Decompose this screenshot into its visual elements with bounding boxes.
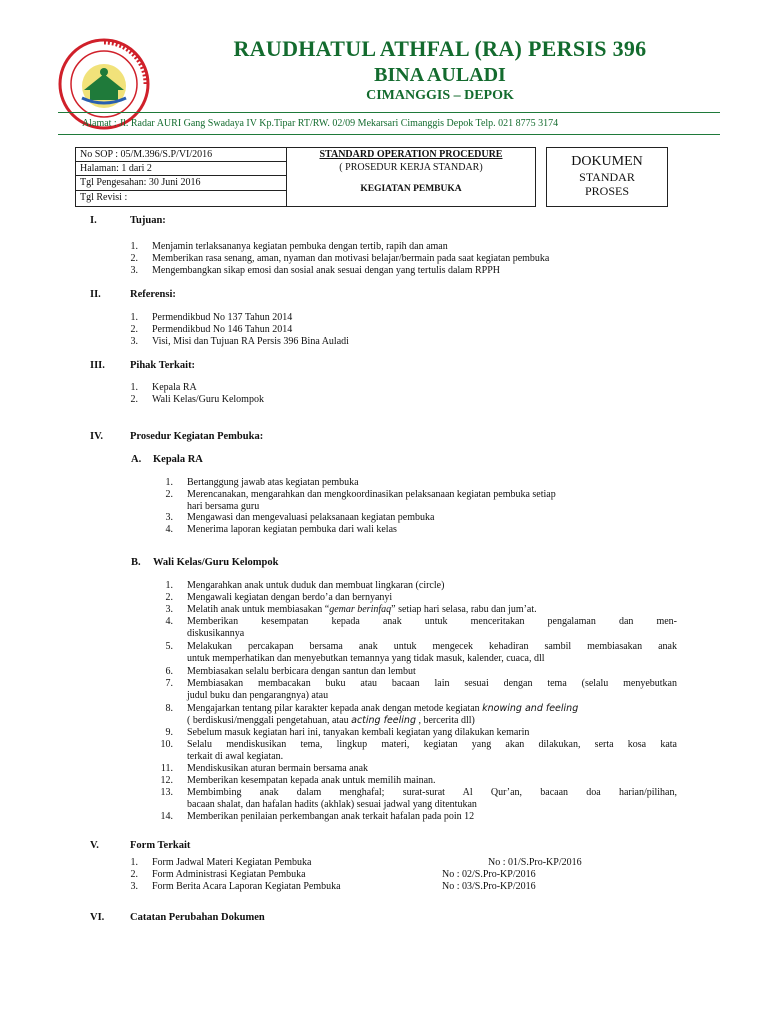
school-title: RAUDHATUL ATHFAL (RA) PERSIS 396 bbox=[233, 36, 647, 61]
sop-revision-date: Tgl Revisi : bbox=[80, 192, 128, 203]
doc-process: PROSES bbox=[584, 184, 630, 198]
form-code: No : 03/S.Pro-KP/2016 bbox=[442, 881, 536, 892]
list-item: Melatih anak untuk membiasakan “gemar berinfaq” setiap hari selasa, rabu dan jum’at. bbox=[187, 604, 537, 615]
list-item: Memberikan kesempatan kepada anak untuk menceritakan pengalaman dan men- bbox=[187, 616, 677, 627]
list-related-forms: 1. Form Jadwal Materi Kegiatan Pembuka No : 01/S.Pro-KP/2016 2. Form Administrasi Kegiatan Pembuka No : 02/S.Pro-KP/2016 3. Form Berita Acara Laporan Kegiatan Pembuka No : 03/S.Pro-KP/2016 bbox=[130, 857, 582, 892]
form-code: No : 02/S.Pro-KP/2016 bbox=[442, 869, 536, 880]
sop-page: Halaman: 1 dari 2 bbox=[80, 163, 152, 174]
sop-approval-date: Tgl Pengesahan: 30 Juni 2016 bbox=[80, 177, 201, 188]
sop-number: No SOP : 05/M.396/S.P/VI/2016 bbox=[80, 149, 213, 160]
list-item: Permendikbud No 137 Tahun 2014 bbox=[152, 312, 293, 323]
list-item: Memberikan penilaian perkembangan anak terkait hafalan pada poin 12 bbox=[187, 811, 475, 822]
list-item-continuation: bacaan shalat, dan hafalan hadits (akhlak) sesuai jadwal yang ditentukan bbox=[187, 799, 477, 810]
list-item: Mengajarkan tentang pilar karakter kepada anak dengan metode kegiatan knowing and feeling bbox=[187, 703, 579, 714]
list-item: Mengawali kegiatan dengan berdo’a dan bernyanyi bbox=[187, 592, 393, 603]
list-item: Membimbing anak dalam menghafal; surat-surat Al Qur’an, bacaan doa harian/pilihan, bbox=[187, 787, 677, 798]
list-item: Selalu mendiskusikan tema, lingkup materi, kegiatan yang akan dilakukan, serta kosa kata bbox=[187, 739, 677, 750]
list-teacher-duties: 1. Mengarahkan anak untuk duduk dan membuat lingkaran (circle) 2. Mengawali kegiatan dengan berdo’a dan bernyanyi 3. Melatih anak untuk membiasakan “gemar berinfaq” setiap hari selasa, rabu dan jum’at. 4. Memberikan kesempatan kepada anak untuk menceritakan pengalaman dan men- diskusikannya 5. Melakukan percakapan bersama anak untuk mengecek kehadiran sambil membiasakan anak untuk memperhatikan dan menyebutkan temannya yang tidak masuk, kalender, cuaca, dll 6. Membiasakan selalu berbicara dengan santun dan lembut 7. Membiasakan membacakan buku atau bacaan lain sesuai dengan tema (selalu menyebutkan judul buku dan pengarangnya) atau 8. Mengajarkan tentang pilar karakter kepada anak dengan metode kegiatan knowing and feeling ( berdiskusi/menggali pengetahuan, atau acting feeling , bercerita dll) 9. Sebelum masuk kegiatan hari ini, tanyakan kembali kegiatan yang dilakukan kemarin 10. Selalu mendiskusikan tema, lingkup materi, kegiatan yang akan dilakukan, serta kosa kata terkait di awal kegiatan. 11. Mendiskusikan aturan bermain bersama anak 12. Memberikan kesempatan kepada anak untuk memilih mainan. 13. Membimbing anak dalam menghafal; surat-surat Al Qur’an, bacaan doa harian/pilihan, bacaan shalat, dan hafalan hadits (akhlak) sesuai jadwal yang ditentukan 14. Memberikan penilaian perkembangan anak terkait hafalan pada poin 12 bbox=[160, 580, 677, 822]
list-item: Mengembangkan sikap emosi dan sosial anak sesuai dengan yang tertulis dalam RPPH bbox=[152, 265, 500, 276]
list-item: Membiasakan membacakan buku atau bacaan lain sesuai dengan tema (selalu menyebutkan bbox=[187, 678, 677, 689]
form-name: Form Jadwal Materi Kegiatan Pembuka bbox=[152, 857, 312, 868]
document-type-box bbox=[546, 147, 668, 207]
list-item: Memberikan rasa senang, aman, nyaman dan motivasi belajar/bermain pada saat kegiatan pembuka bbox=[152, 253, 550, 264]
list-item: Mengarahkan anak untuk duduk dan membuat lingkaran (circle) bbox=[187, 580, 445, 591]
header-divider-bottom bbox=[58, 134, 720, 135]
list-item: Kepala RA bbox=[152, 382, 197, 393]
list-item: Permendikbud No 146 Tahun 2014 bbox=[152, 324, 293, 335]
list-item-continuation: terkait di awal kegiatan. bbox=[187, 751, 284, 762]
school-address: Alamat : Jl. Radar AURI Gang Swadaya IV Kp.Tipar RT/RW. 02/09 Mekarsari Cimanggis Depok Telp. 021 8775 3174 bbox=[82, 118, 559, 129]
doc-label: DOKUMEN bbox=[571, 154, 643, 169]
list-item-continuation: diskusikannya bbox=[187, 628, 245, 639]
list-item: Sebelum masuk kegiatan hari ini, tanyakan kembali kegiatan yang dilakukan kemarin bbox=[187, 727, 530, 738]
form-code: No : 01/S.Pro-KP/2016 bbox=[488, 857, 582, 868]
list-item: Bertanggung jawab atas kegiatan pembuka bbox=[187, 477, 359, 488]
header-divider-top bbox=[58, 112, 720, 113]
form-name: Form Administrasi Kegiatan Pembuka bbox=[152, 869, 306, 880]
list-item-continuation: ( berdiskusi/menggali pengetahuan, atau acting feeling , bercerita dll) bbox=[187, 715, 475, 726]
list-item-continuation: hari bersama guru bbox=[187, 501, 260, 512]
list-item-continuation: judul buku dan pengarangnya) atau bbox=[187, 690, 329, 701]
school-logo bbox=[58, 38, 150, 130]
list-item: Melakukan percakapan bersama anak untuk mengecek kehadiran sambil membiasakan anak bbox=[187, 641, 677, 652]
school-location: CIMANGGIS – DEPOK bbox=[366, 88, 514, 103]
list-item: Memberikan kesempatan kepada anak untuk memilih mainan. bbox=[187, 775, 436, 786]
list-item: Mendiskusikan aturan bermain bersama anak bbox=[187, 763, 369, 774]
list-item-continuation: untuk memperhatikan dan menyebutkan temannya yang tidak masuk, kalender, cuaca, dll bbox=[187, 653, 545, 664]
sop-activity: KEGIATAN PEMBUKA bbox=[360, 184, 462, 194]
school-subtitle: BINA AULADI bbox=[374, 64, 506, 86]
list-item: Membiasakan selalu berbicara dengan santun dan lembut bbox=[187, 666, 416, 677]
form-name: Form Berita Acara Laporan Kegiatan Pembuka bbox=[152, 881, 341, 892]
doc-standard: STANDAR bbox=[579, 170, 635, 184]
list-item: Mengawasi dan mengevaluasi pelaksanaan kegiatan pembuka bbox=[187, 512, 435, 523]
sop-subtitle: ( PROSEDUR KERJA STANDAR) bbox=[339, 162, 483, 173]
list-item: Merencanakan, mengarahkan dan mengkoordinasikan pelaksanaan kegiatan pembuka setiap bbox=[187, 489, 556, 500]
list-item: Visi, Misi dan Tujuan RA Persis 396 Bina Auladi bbox=[152, 336, 349, 347]
sop-title: STANDARD OPERATION PROCEDURE bbox=[319, 149, 503, 160]
list-item: Menjamin terlaksananya kegiatan pembuka dengan tertib, rapih dan aman bbox=[152, 241, 448, 252]
sop-info-table bbox=[75, 147, 536, 207]
list-item: Wali Kelas/Guru Kelompok bbox=[152, 394, 264, 405]
list-item: Menerima laporan kegiatan pembuka dari wali kelas bbox=[187, 524, 397, 535]
